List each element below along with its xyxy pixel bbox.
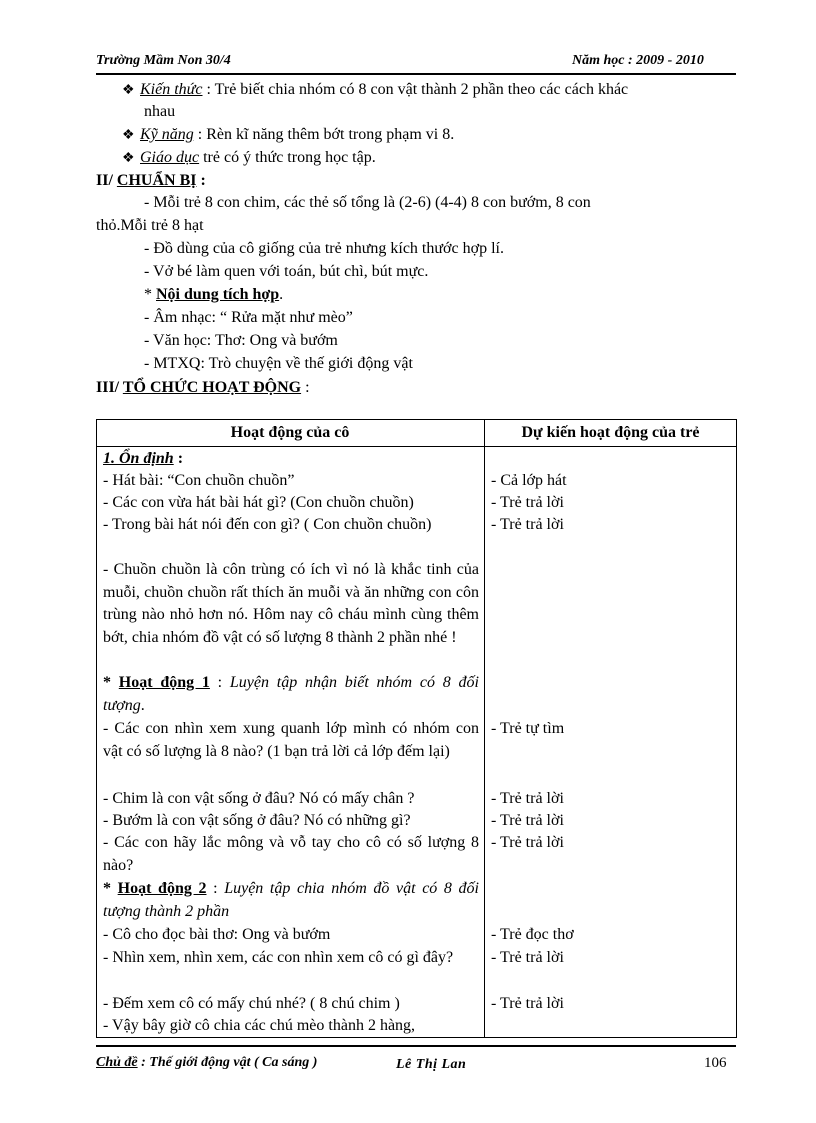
footer-author: Lê Thị Lan <box>396 1057 467 1072</box>
teacher-row: - Nhìn xem, nhìn xem, các con nhìn xem cô có gì đây? <box>103 949 454 966</box>
header-year: Năm học : 2009 - 2010 <box>572 53 704 68</box>
col-header-teacher: Hoạt động của cô <box>230 424 350 441</box>
prep-line-3: - Vở bé làm quen với toán, bút chì, bút mực. <box>144 263 429 280</box>
header-school: Trường Mầm Non 30/4 <box>96 53 231 68</box>
diamond-bullet-icon: ❖ <box>122 83 135 98</box>
child-row: - Trẻ trả lời <box>491 949 564 966</box>
objective-text: trẻ có ý thức trong học tập. <box>203 149 376 166</box>
section3-heading: III/ TỔ CHỨC HOẠT ĐỘNG : <box>96 379 310 396</box>
diamond-bullet-icon: ❖ <box>122 128 135 143</box>
activity-2-heading: * Hoạt động 2 : Luyện tập chia nhóm đồ vật có 8 đối tượng thành 2 phần <box>103 880 480 920</box>
section-stabilize: 1. Ổn định : <box>103 450 184 467</box>
child-row: - Trẻ đọc thơ <box>491 926 574 943</box>
child-row: - Trẻ trả lời <box>491 995 564 1012</box>
table-header-divider <box>96 446 737 447</box>
integration-literature: - Văn học: Thơ: Ong và bướm <box>144 332 338 349</box>
child-row: - Cả lớp hát <box>491 472 567 489</box>
teacher-row: - Bướm là con vật sống ở đâu? Nó có những gì? <box>103 812 411 829</box>
child-row: - Trẻ trả lời <box>491 516 564 533</box>
child-row: - Trẻ trả lời <box>491 834 564 851</box>
objective-label: Kiến thức <box>140 81 203 98</box>
child-row: - Trẻ tự tìm <box>491 720 565 737</box>
teacher-row: - Vậy bây giờ cô chia các chú mèo thành 2 hàng, <box>103 1017 416 1034</box>
child-row: - Trẻ trả lời <box>491 790 564 807</box>
prep-line-1b: thỏ.Mỗi trẻ 8 hạt <box>96 217 204 234</box>
table-border-top <box>96 419 737 420</box>
header-rule <box>96 73 736 75</box>
teacher-row: - Đếm xem cô có mấy chú nhé? ( 8 chú chim ) <box>103 995 400 1012</box>
objective-text: Trẻ biết chia nhóm có 8 con vật thành 2 phần theo các cách khác <box>214 81 629 98</box>
objective-label: Giáo dục <box>140 149 200 166</box>
objective-label: Kỹ năng <box>140 126 194 143</box>
child-row: - Trẻ trả lời <box>491 812 564 829</box>
teacher-row: - Cô cho đọc bài thơ: Ong và bướm <box>103 926 331 943</box>
teacher-row: - Hát bài: “Con chuồn chuồn” <box>103 472 295 489</box>
page-number: 106 <box>704 1055 727 1071</box>
objective-education <box>122 147 376 170</box>
integration-environment: - MTXQ: Trò chuyện về thế giới động vật <box>144 355 413 372</box>
diamond-bullet-icon: ❖ <box>122 151 135 166</box>
integration-heading: * Nội dung tích hợp. <box>144 286 284 303</box>
table-border-bottom <box>96 1037 737 1038</box>
teacher-row: - Các con hãy lắc mông và vỗ tay cho cô có số lượng 8 nào? <box>103 834 479 874</box>
prep-line-2: - Đồ dùng của cô giống của trẻ nhưng kích thước hợp lí. <box>144 240 504 257</box>
table-column-divider <box>484 419 485 1038</box>
objective-text: Rèn kĩ năng thêm bớt trong phạm vi 8. <box>206 126 455 143</box>
prep-line-1: - Mỗi trẻ 8 con chim, các thẻ số tổng là (2-6) (4-4) 8 con bướm, 8 con <box>144 194 591 211</box>
teacher-row: - Trong bài hát nói đến con gì? ( Con chuồn chuồn) <box>103 516 432 533</box>
activity-1-heading: * Hoạt động 1 : Luyện tập nhận biết nhóm có 8 đối tượng. <box>103 674 479 714</box>
table-border-right <box>736 419 737 1038</box>
teacher-row: - Chuồn chuồn là côn trùng có ích vì nó là khắc tinh của muỗi, chuồn chuồn rất thích ăn muỗi và ăn những con côn trùng nào nhỏ hơn nó. Hôm nay cô cháu mình cùng thêm bớt, chia nhóm đồ vật có số lượng 8 thành 2 phần nhé ! <box>103 561 479 646</box>
child-row: - Trẻ trả lời <box>491 494 564 511</box>
teacher-row: - Các con vừa hát bài hát gì? (Con chuồn chuồn) <box>103 494 414 511</box>
col-header-children: Dự kiến hoạt động của trẻ <box>521 424 700 441</box>
integration-music: - Âm nhạc: “ Rửa mặt như mèo” <box>144 309 353 326</box>
footer-rule <box>96 1045 736 1047</box>
objective-skill: ❖ Kỹ năng : Rèn kĩ năng thêm bớt trong phạm vi 8. <box>122 124 454 147</box>
table-border-left <box>96 419 97 1038</box>
teacher-row: - Chim là con vật sống ở đâu? Nó có mấy chân ? <box>103 790 415 807</box>
objective-knowledge: ❖ Kiến thức : Trẻ biết chia nhóm có 8 con vật thành 2 phần theo các cách khác <box>122 79 628 102</box>
teacher-row: - Các con nhìn xem xung quanh lớp mình có nhóm con vật có số lượng là 8 nào? (1 bạn trả lời cả lớp đếm lại) <box>103 720 479 760</box>
objective-knowledge-cont: nhau <box>144 103 176 120</box>
footer-topic: Chủ đề : Thế giới động vật ( Ca sáng ) <box>96 1055 318 1070</box>
section2-heading: II/ CHUẨN BỊ : <box>96 172 206 189</box>
